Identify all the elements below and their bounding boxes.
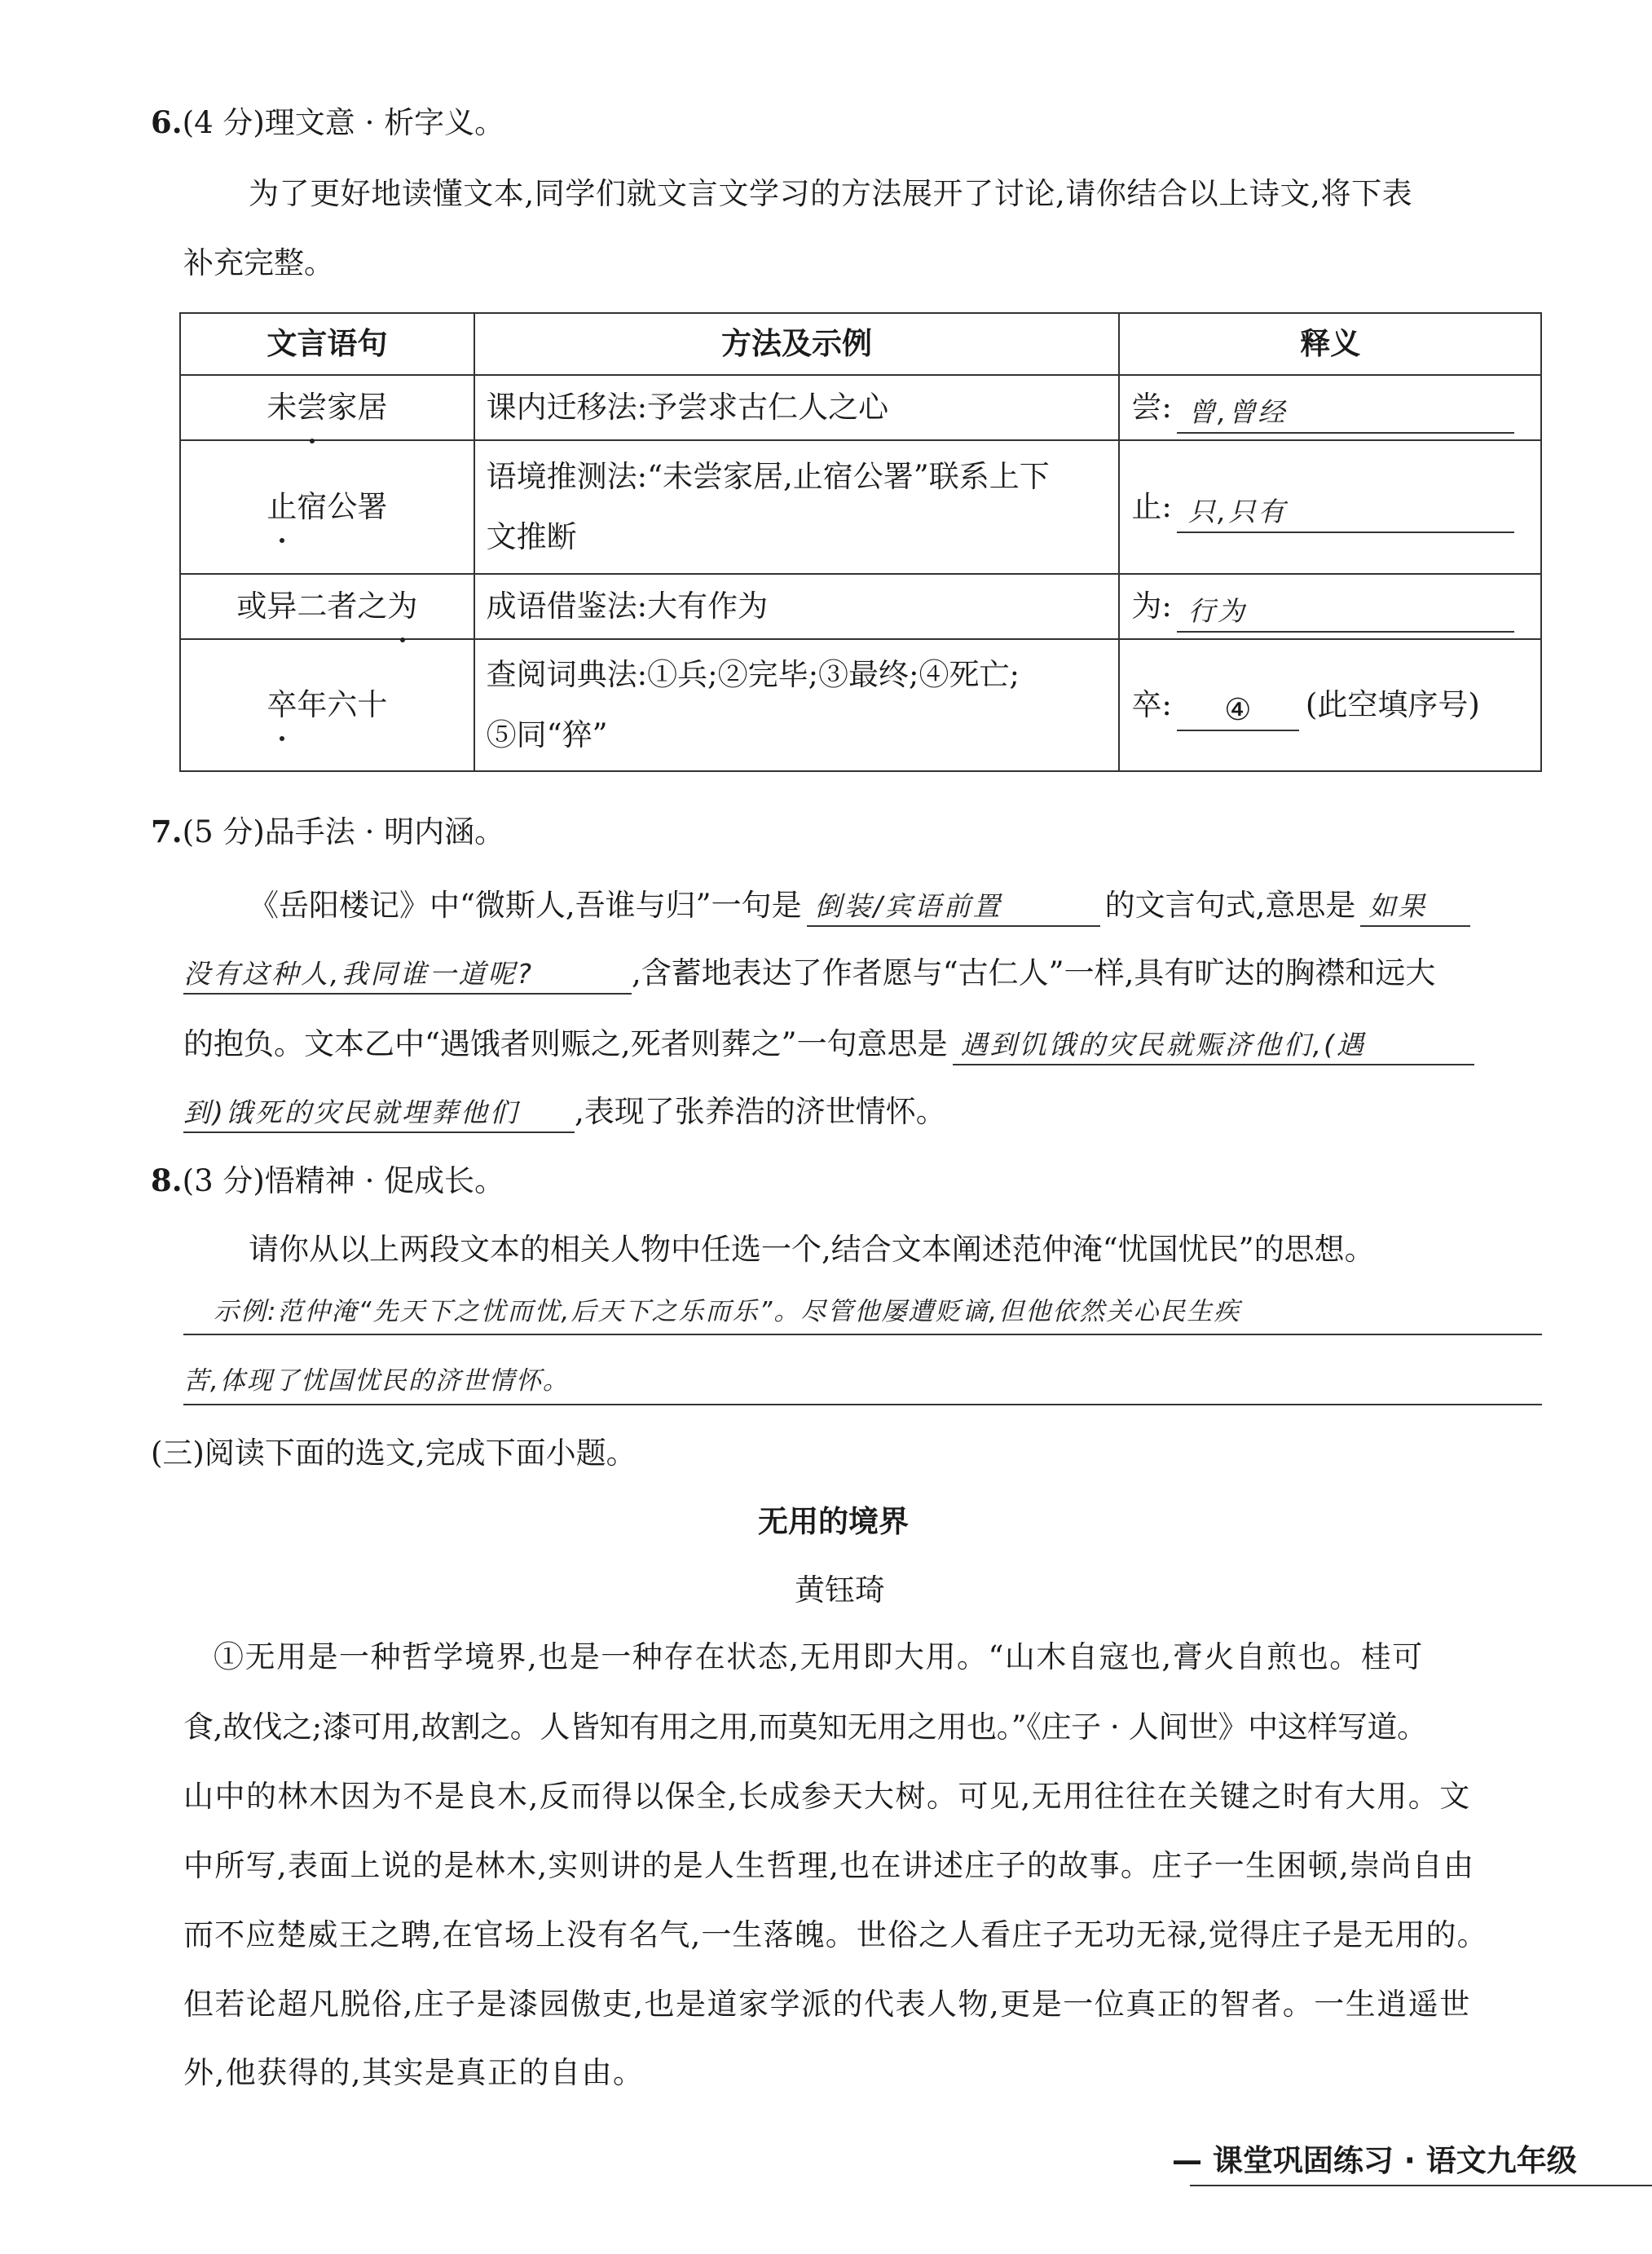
sentence-pre: 未 bbox=[267, 390, 297, 425]
method-line: 成语借鉴法:大有作为 bbox=[486, 589, 769, 624]
q7-answer-translation-part1: 遇到饥饿的灾民就赈济他们,(遇 bbox=[953, 1024, 1474, 1065]
method-line: ⑤同“猝” bbox=[486, 717, 608, 752]
q8-answer-line2: 苦,体现了忧国忧民的济世情怀。 bbox=[183, 1366, 570, 1396]
q8-heading bbox=[151, 1156, 504, 1200]
q6-table bbox=[179, 312, 1542, 772]
method-line: 语境推测法:“未尝家居,止宿公署”联系上下 bbox=[486, 459, 1050, 494]
q7-head-text: (5 分)品手法 · 明内涵。 bbox=[182, 814, 505, 849]
meaning-key: 止: bbox=[1131, 489, 1172, 524]
q8-answer-rule2 bbox=[183, 1404, 1542, 1405]
article-title: 无用的境界 bbox=[758, 1504, 909, 1539]
table-row bbox=[180, 574, 1541, 639]
sentence-dotted-char: 止 bbox=[267, 481, 297, 533]
section3-heading: (三)阅读下面的选文,完成下面小题。 bbox=[151, 1436, 637, 1471]
meaning-answer: ④ bbox=[1177, 690, 1299, 731]
sentence-cell bbox=[180, 574, 474, 639]
q7-line4 bbox=[183, 1087, 946, 1133]
meaning-answer: 只,只有 bbox=[1177, 492, 1514, 533]
article-line: 外,他获得的,其实是真正的自由。 bbox=[183, 2055, 645, 2090]
sentence-post: 家居 bbox=[327, 390, 388, 425]
meaning-cell bbox=[1119, 375, 1541, 440]
method-cell bbox=[474, 440, 1120, 574]
meaning-key: 为: bbox=[1131, 589, 1172, 624]
q7-answer-meaning-part1: 如果 bbox=[1360, 885, 1470, 927]
q6-instruction-line1: 为了更好地读懂文本,同学们就文言文学习的方法展开了讨论,请你结合以上诗文,将下表 bbox=[249, 176, 1413, 211]
meaning-answer: 曾,曾经 bbox=[1177, 393, 1514, 434]
meaning-key: 卒: bbox=[1131, 687, 1172, 722]
q7-line2 bbox=[183, 948, 1435, 995]
q8-head-text: (3 分)悟精神 · 促成长。 bbox=[182, 1163, 505, 1198]
q7-answer-sentence-type: 倒装/宾语前置 bbox=[807, 885, 1100, 927]
q7-text: 《岳阳楼记》中“微斯人,吾谁与归”一句是 bbox=[249, 888, 802, 923]
meaning-key: 尝: bbox=[1131, 390, 1172, 425]
table-row bbox=[180, 440, 1541, 574]
q8-answer-rule1 bbox=[183, 1334, 1542, 1335]
q7-text: 的抱负。文本乙中“遇饿者则赈之,死者则葬之”一句意思是 bbox=[183, 1026, 948, 1061]
header-meaning: 释义 bbox=[1119, 313, 1541, 375]
q7-line3 bbox=[183, 1019, 1474, 1065]
meaning-cell bbox=[1119, 440, 1541, 574]
q8-answer-line1: 示例:范仲淹“先天下之忧而忧,后天下之乐而乐”。尽管他屡遭贬谪,但他依然关心民生疾 bbox=[214, 1297, 1241, 1326]
sentence-pre: 或异二者之 bbox=[236, 589, 388, 624]
meaning-answer: 行为 bbox=[1177, 592, 1514, 633]
meaning-cell bbox=[1119, 639, 1541, 771]
method-cell bbox=[474, 375, 1120, 440]
sentence-cell bbox=[180, 440, 474, 574]
sentence-dotted-char: 为 bbox=[387, 580, 417, 633]
q7-text: 的文言句式,意思是 bbox=[1104, 888, 1356, 923]
method-cell bbox=[474, 574, 1120, 639]
table-header-row bbox=[180, 313, 1541, 375]
article-author: 黄钰琦 bbox=[795, 1573, 885, 1608]
q6-number: 6. bbox=[151, 104, 183, 140]
article-line: 但若论超凡脱俗,庄子是漆园傲吏,也是道家学派的代表人物,更是一位真正的智者。一生逍遥世 bbox=[183, 1987, 1471, 2022]
q7-number: 7. bbox=[151, 814, 183, 849]
sentence-dotted-char: 尝 bbox=[297, 382, 327, 434]
sentence-dotted-char: 卒 bbox=[267, 679, 297, 731]
sentence-post: 宿公署 bbox=[297, 489, 388, 524]
article-line: 中所写,表面上说的是林木,实则讲的是人生哲理,也在讲述庄子的故事。庄子一生困顿,崇尚自由 bbox=[183, 1848, 1475, 1883]
method-line: 文推断 bbox=[486, 519, 577, 554]
q7-answer-meaning-part2: 没有这种人,我同谁一道呢? bbox=[183, 953, 632, 995]
table-row bbox=[180, 375, 1541, 440]
q7-line1 bbox=[249, 880, 1470, 927]
q7-answer-translation-part2: 到)饿死的灾民就埋葬他们 bbox=[183, 1092, 575, 1133]
article-line: ①无用是一种哲学境界,也是一种存在状态,无用即大用。“山木自寇也,膏火自煎也。桂可 bbox=[214, 1639, 1424, 1674]
q8-number: 8. bbox=[151, 1162, 183, 1198]
method-line: 课内迁移法:予尝求古仁人之心 bbox=[486, 390, 889, 425]
q6-instruction-line2: 补充完整。 bbox=[183, 245, 334, 280]
q7-text: ,含蓄地表达了作者愿与“古仁人”一样,具有旷达的胸襟和远大 bbox=[632, 955, 1436, 990]
q7-heading bbox=[151, 807, 504, 851]
article-line: 食,故伐之;漆可用,故割之。人皆知有用之用,而莫知无用之用也。”《庄子 · 人间世》中这样写道。 bbox=[183, 1709, 1427, 1745]
q7-text: ,表现了张养浩的济世情怀。 bbox=[575, 1094, 946, 1129]
page-footer: — 课堂巩固练习 · 语文九年级 bbox=[1172, 2143, 1577, 2178]
footer-rule bbox=[1190, 2185, 1652, 2186]
table-row bbox=[180, 639, 1541, 771]
method-line: 查阅词典法:①兵;②完毕;③最终;④死亡; bbox=[486, 657, 1020, 692]
sentence-post: 年六十 bbox=[297, 687, 388, 722]
meaning-cell bbox=[1119, 574, 1541, 639]
q6-heading bbox=[151, 98, 504, 142]
sentence-cell bbox=[180, 639, 474, 771]
article-line: 而不应楚威王之聘,在官场上没有名气,一生落魄。世俗之人看庄子无功无禄,觉得庄子是无用的。 bbox=[183, 1917, 1488, 1952]
article-line: 山中的林木因为不是良木,反而得以保全,长成参天大树。可见,无用往往在关键之时有大用。文 bbox=[183, 1779, 1471, 1814]
meaning-note: (此空填序号) bbox=[1305, 687, 1480, 722]
header-sentence: 文言语句 bbox=[180, 313, 474, 375]
sentence-cell bbox=[180, 375, 474, 440]
method-cell bbox=[474, 639, 1120, 771]
q6-head-text: (4 分)理文意 · 析字义。 bbox=[182, 105, 505, 140]
header-method: 方法及示例 bbox=[474, 313, 1120, 375]
q8-instruction: 请你从以上两段文本的相关人物中任选一个,结合文本阐述范仲淹“忧国忧民”的思想。 bbox=[249, 1232, 1375, 1267]
